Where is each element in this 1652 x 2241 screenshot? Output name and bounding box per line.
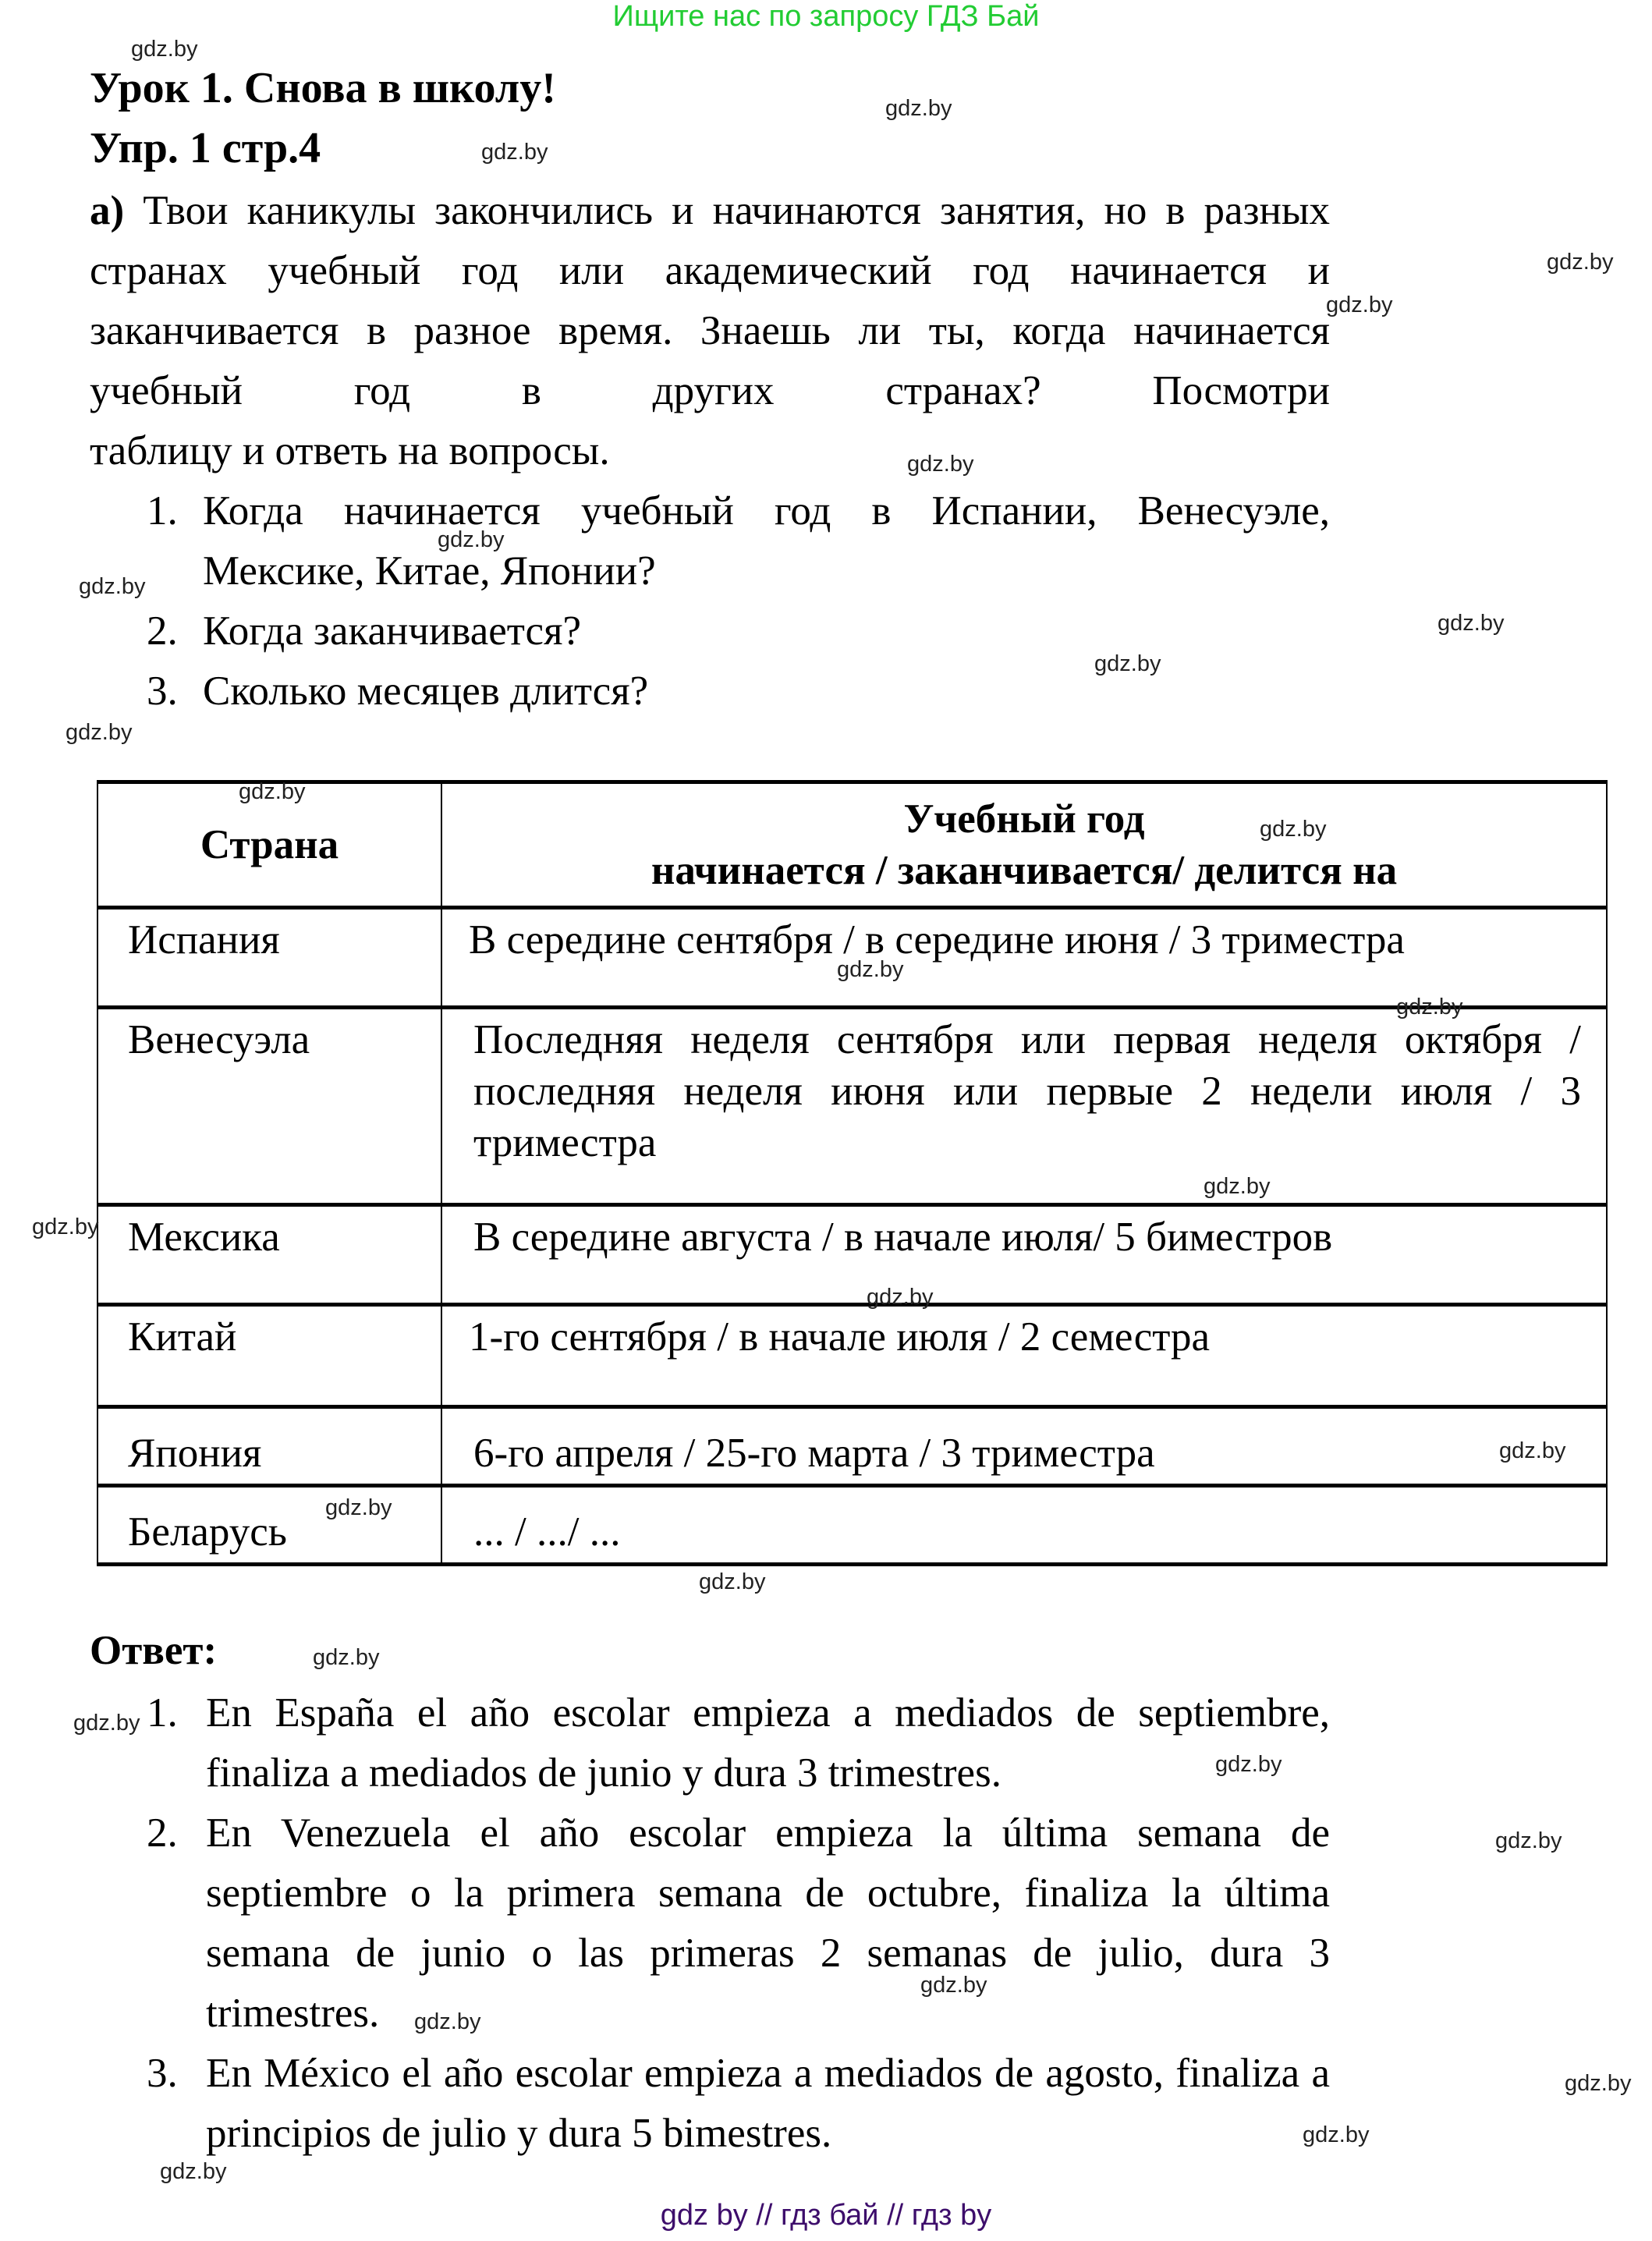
cell-country: Япония [97, 1407, 441, 1486]
question-text: Сколько месяцев длится? [203, 668, 649, 714]
bottom-banner: gdz by // гдз бай // гдз by [660, 2199, 992, 2232]
watermark: gdz.by [1260, 817, 1327, 842]
watermark: gdz.by [481, 140, 548, 165]
cell-country: Мексика [97, 1205, 441, 1305]
table-header-row [97, 782, 1607, 908]
watermark: gdz.by [131, 37, 198, 62]
task-text-last: таблицу и ответь на вопросы. [90, 428, 610, 473]
cell-country: Венесуэла [97, 1008, 441, 1205]
header-school-year-subtitle: начинается / заканчивается/ делится на [651, 848, 1398, 893]
answer-number: 3. [147, 2051, 178, 2096]
table-row [97, 1486, 1607, 1565]
table-row [97, 1305, 1607, 1407]
task-label: а) [90, 188, 125, 233]
watermark: gdz.by [1303, 2122, 1370, 2147]
watermark: gdz.by [1094, 651, 1161, 676]
question-text: Когда начинается учебный год в Испании, Венесуэле, [203, 488, 1330, 534]
answer-item [147, 1683, 1330, 1803]
watermark: gdz.by [79, 574, 146, 599]
watermark: gdz.by [699, 1569, 766, 1594]
answer-item [147, 1803, 1330, 2044]
answer-item [147, 2044, 1330, 2164]
watermark: gdz.by [1204, 1174, 1271, 1199]
watermark: gdz.by [1495, 1828, 1562, 1853]
cell-value: В середине сентября / в середине июня / 3 триместра [441, 908, 1607, 1008]
cell-country: Китай [97, 1305, 441, 1407]
question-list [147, 481, 1330, 723]
watermark: gdz.by [325, 1495, 392, 1520]
watermark: gdz.by [160, 2159, 227, 2184]
task-paragraph [90, 181, 1330, 481]
watermark: gdz.by [438, 527, 505, 552]
watermark: gdz.by [920, 1973, 987, 1998]
watermark: gdz.by [1215, 1752, 1282, 1777]
school-year-table [97, 780, 1608, 1566]
question-number: 3. [147, 668, 178, 714]
watermark: gdz.by [1438, 611, 1505, 636]
question-text: Когда заканчивается? [203, 608, 581, 654]
cell-value: Последняя неделя сентября или первая неделя октября / последняя неделя июня или первые 2 недели июля / 3 триместра [441, 1008, 1607, 1205]
answer-text: En España el año escolar empieza a mediados de septiembre, finaliza a mediados de junio y dura 3 trimestres. [206, 1690, 1330, 1796]
watermark: gdz.by [1326, 293, 1393, 317]
lesson-title: Урок 1. Снова в школу! [90, 64, 556, 112]
top-banner: Ищите нас по запросу ГДЗ Бай [612, 0, 1040, 33]
watermark: gdz.by [66, 720, 133, 745]
table-row [97, 1205, 1607, 1305]
cell-value: В середине августа / в начале июля/ 5 биместров [441, 1205, 1607, 1305]
watermark: gdz.by [1499, 1438, 1566, 1463]
watermark: gdz.by [907, 452, 974, 477]
cell-value: ... / .../ ... [441, 1486, 1607, 1565]
answer-text: En Venezuela el año escolar empieza la última semana de septiembre o la primera semana de octubre, finaliza la última semana de junio o las primeras 2 semanas de julio, dura 3 trimestres. [206, 1810, 1330, 2036]
exercise-number: Упр. 1 стр.4 [90, 124, 321, 172]
watermark: gdz.by [414, 2009, 481, 2034]
question-number: 1. [147, 488, 178, 534]
watermark: gdz.by [867, 1285, 934, 1310]
question-text-cont: Мексике, Китае, Японии? [203, 548, 656, 594]
table-row [97, 1407, 1607, 1486]
task-text: Твои каникулы закончились и начинаются занятия, но в разных странах учебный год или академический год начинается и заканчивается в разное время. Знаешь ли ты, когда начинается учебный год в других странах? Посмотри [90, 188, 1330, 413]
watermark: gdz.by [1565, 2071, 1632, 2096]
answer-list [147, 1683, 1330, 2164]
answer-number: 2. [147, 1810, 178, 1856]
header-country: Страна [97, 782, 441, 908]
header-school-year [441, 782, 1607, 908]
cell-value: 1-го сентября / в начале июля / 2 семестра [441, 1305, 1607, 1407]
answer-label: Ответ: [90, 1628, 218, 1673]
table-row [97, 1008, 1607, 1205]
question-number: 2. [147, 608, 178, 654]
cell-country: Испания [97, 908, 441, 1008]
watermark: gdz.by [239, 779, 306, 804]
answer-number: 1. [147, 1690, 178, 1736]
answer-text: En México el año escolar empieza a mediados de agosto, finaliza a principios de julio y dura 5 bimestres. [206, 2051, 1330, 2156]
header-school-year-title: Учебный год [903, 796, 1145, 842]
cell-value: 6-го апреля / 25-го марта / 3 триместра [441, 1407, 1607, 1486]
watermark: gdz.by [313, 1645, 380, 1670]
watermark: gdz.by [1396, 995, 1463, 1019]
watermark: gdz.by [73, 1711, 140, 1736]
watermark: gdz.by [32, 1214, 99, 1239]
watermark: gdz.by [837, 957, 904, 982]
cell-country: Беларусь [97, 1486, 441, 1565]
watermark: gdz.by [1547, 250, 1614, 275]
watermark: gdz.by [885, 96, 952, 121]
